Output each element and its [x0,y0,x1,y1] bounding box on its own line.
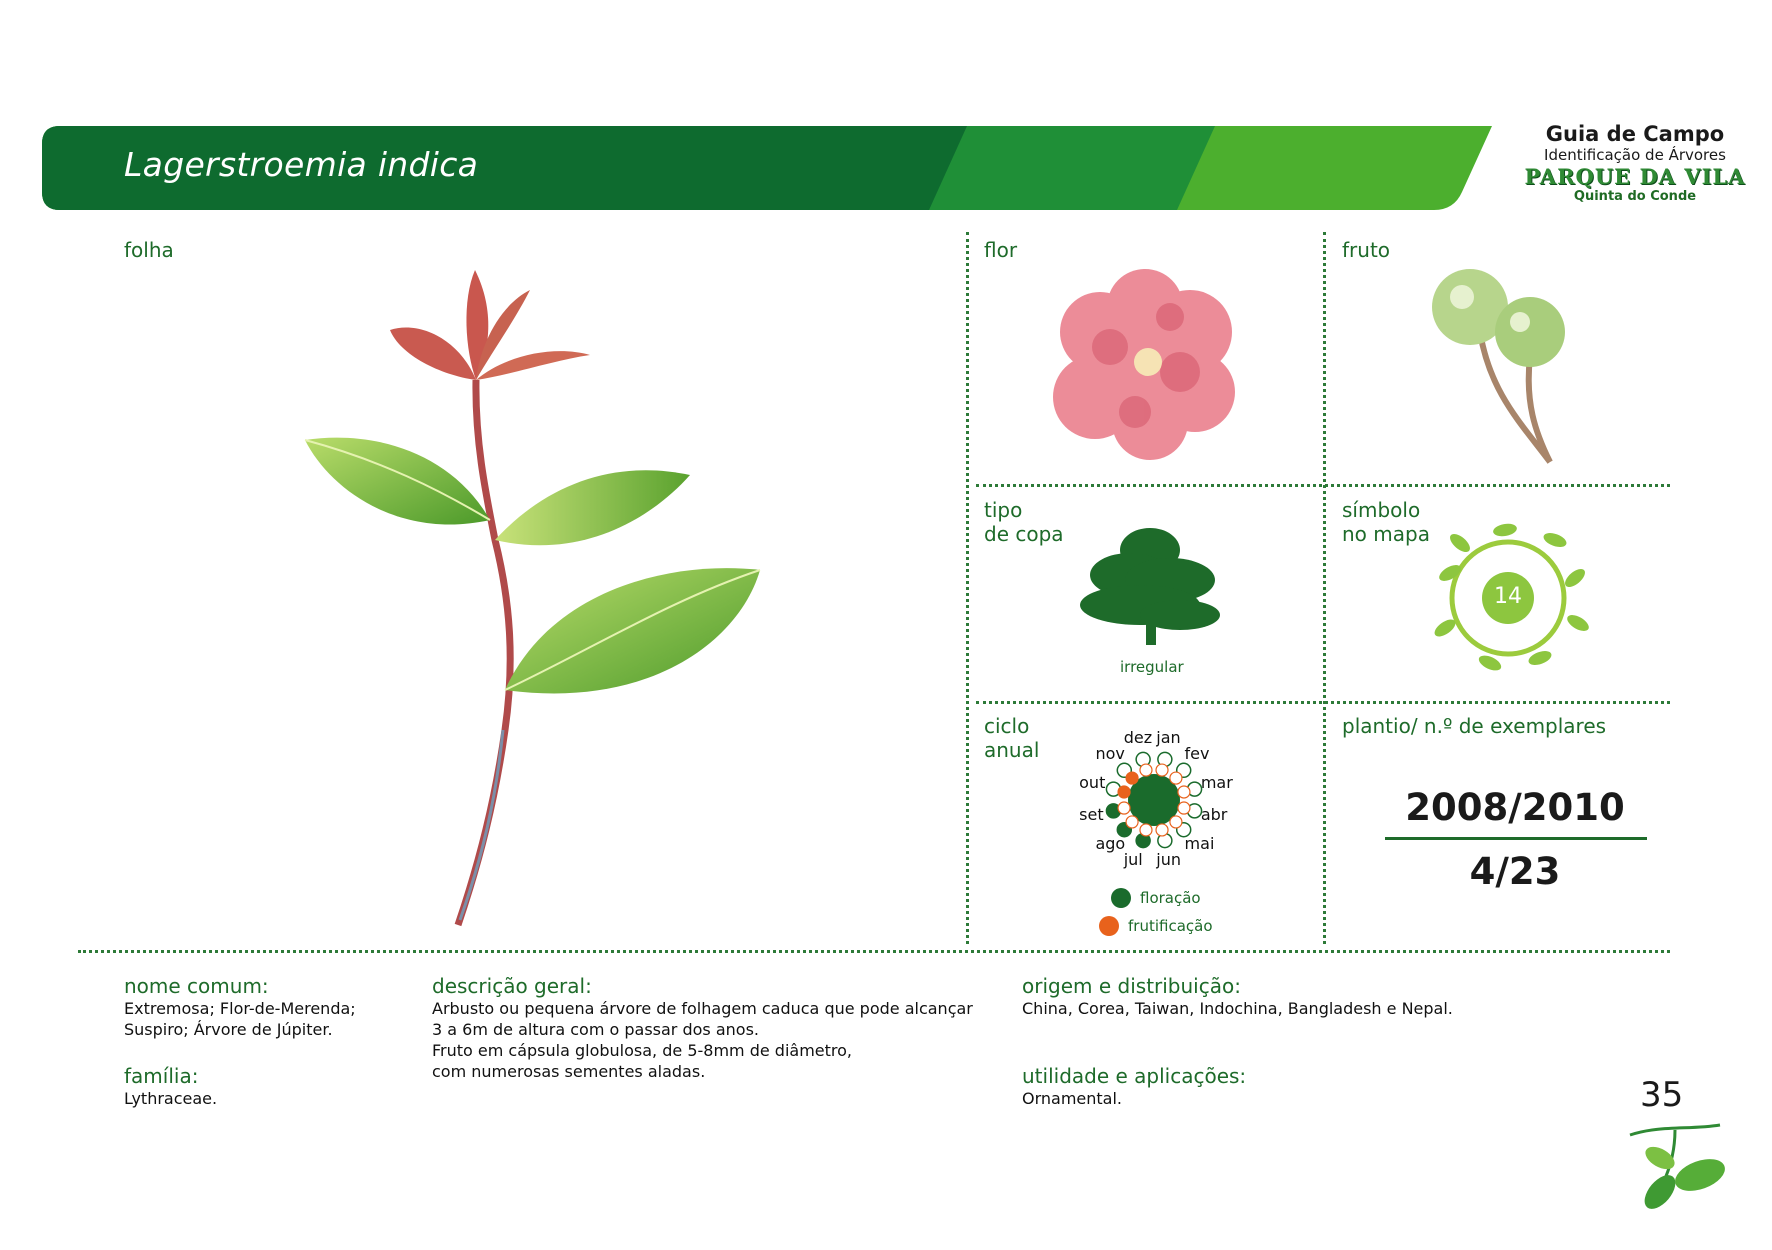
month-label-abr: abr [1200,805,1228,825]
brand-subtitle: Identificação de Árvores [1544,146,1726,164]
frutificacao-dot-fev [1170,772,1182,784]
utilidade-block [1022,1064,1582,1109]
month-label-mar: mar [1200,772,1233,792]
month-label-jul: jul [1123,849,1143,869]
label-tipo-line2: de copa [984,522,1064,546]
brand-place: Quinta do Conde [1573,189,1697,204]
crown-tree-icon [1070,520,1230,650]
divider-row-2 [976,701,1670,704]
divider-row-1 [976,484,1670,487]
divider-vertical-right [1323,232,1326,944]
descricao-line1: Arbusto ou pequena árvore de folhagem caduca que pode alcançar [432,999,973,1018]
page-number: 35 [1640,1075,1684,1115]
crown-type-value: irregular [1120,658,1184,676]
label-plantio: plantio/ n.º de exemplares [1342,714,1607,738]
plantio-years: 2008/2010 [1405,786,1625,829]
nome-comum-label: nome comum: [124,974,269,998]
label-simbolo-line1: símbolo [1342,498,1421,522]
annual-cycle-chart [1050,720,1290,950]
frutificacao-dot-out [1118,786,1130,798]
brand-logo [1520,122,1750,204]
plantio-divider [1385,837,1647,840]
frutificacao-dot-jul [1140,824,1152,836]
month-label-jan: jan [1156,728,1181,748]
map-symbol-number: 14 [1494,584,1522,609]
legend-floracao-label: floração [1140,889,1201,907]
month-label-jun: jun [1156,849,1182,869]
fruit-illustration [1420,262,1580,472]
frutificacao-dot-mai [1170,816,1182,828]
origem-value: China, Corea, Taiwan, Indochina, Bangladesh e Nepal. [1022,999,1453,1018]
label-tipo-de-copa [984,498,1064,546]
legend-frutificacao-label: frutificação [1128,917,1213,935]
flower-illustration [1040,262,1250,462]
frutificacao-dot-dez [1140,764,1152,776]
familia-block [124,1064,404,1109]
frutificacao-dot-ago [1126,816,1138,828]
label-ciclo-line1: ciclo [984,714,1030,738]
leaf-illustration [290,260,810,930]
label-folha: folha [124,238,174,262]
plantio-count: 4/23 [1469,850,1561,893]
frutificacao-dot-jan [1156,764,1168,776]
divider-bottom [78,950,1670,953]
label-tipo-line1: tipo [984,498,1023,522]
label-simbolo-line2: no mapa [1342,522,1430,546]
leaf-ornament-icon [1620,1120,1740,1210]
month-label-mai: mai [1184,833,1215,853]
label-flor: flor [984,238,1018,262]
month-label-fev: fev [1184,744,1210,764]
frutificacao-dot-jun [1156,824,1168,836]
descricao-line4: com numerosas sementes aladas. [432,1062,706,1081]
familia-value: Lythraceae. [124,1089,218,1108]
nome-comum-line2: Suspiro; Árvore de Júpiter. [124,1020,333,1039]
origem-block [1022,974,1582,1019]
label-simbolo [1342,498,1430,546]
descricao-line2: 3 a 6m de altura com o passar dos anos. [432,1020,759,1039]
month-label-dez: dez [1123,728,1153,748]
nome-comum-line1: Extremosa; Flor-de-Merenda; [124,999,356,1018]
frutificacao-dot-abr [1178,802,1190,814]
month-label-out: out [1079,772,1106,792]
month-label-set: set [1079,805,1104,825]
descricao-line3: Fruto em cápsula globulosa, de 5-8mm de diâmetro, [432,1041,852,1060]
species-title: Lagerstroemia indica [124,145,479,184]
descricao-block [432,974,992,1082]
month-label-nov: nov [1095,744,1125,764]
label-ciclo-anual [984,714,1039,762]
label-fruto: fruto [1342,238,1391,262]
divider-vertical-left [966,232,969,944]
label-ciclo-line2: anual [984,738,1040,762]
utilidade-label: utilidade e aplicações: [1022,1064,1247,1088]
brand-title: Guia de Campo [1545,122,1725,146]
descricao-label: descrição geral: [432,974,592,998]
utilidade-value: Ornamental. [1022,1089,1123,1108]
frutificacao-dot-mar [1178,786,1190,798]
legend-frutificacao-dot [1099,916,1119,936]
frutificacao-dot-nov [1126,772,1138,784]
month-label-ago: ago [1095,833,1126,853]
familia-label: família: [124,1064,199,1088]
origem-label: origem e distribuição: [1022,974,1241,998]
legend-floracao-dot [1111,888,1131,908]
frutificacao-dot-set [1118,802,1130,814]
nome-comum-block [124,974,404,1040]
park-logo-text: PARQUE DA VILA [1524,164,1746,189]
